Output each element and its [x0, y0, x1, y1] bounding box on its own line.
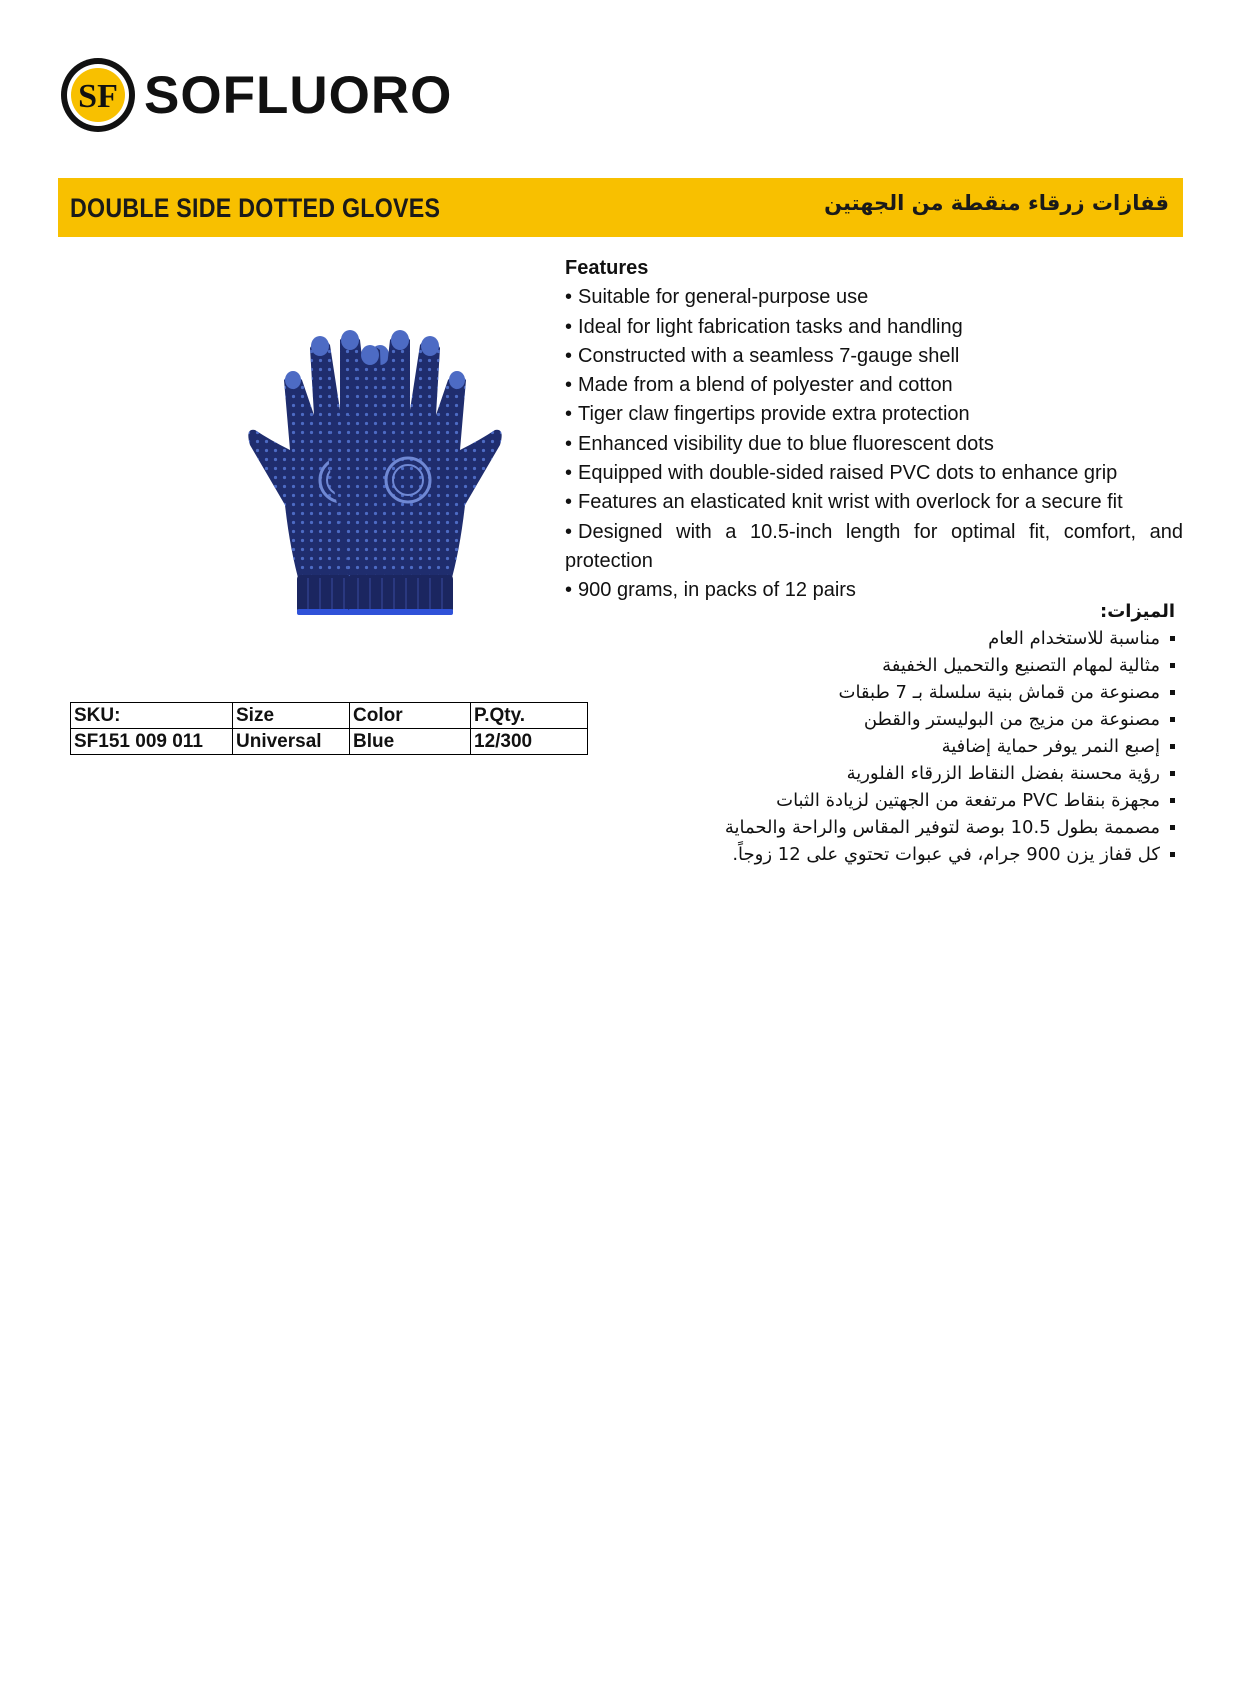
list-item: • 900 grams, in packs of 12 pairs: [565, 579, 856, 602]
list-item: مصنوعة من مزيج من البوليستر والقطن: [700, 706, 1175, 733]
sku-value: SF151 009 011: [71, 729, 233, 755]
sofluoro-logo-icon: [58, 55, 138, 135]
list-item: • Enhanced visibility due to blue fluorescent dots: [565, 432, 994, 455]
pqty-value: 12/300: [471, 729, 588, 755]
list-item: • Features an elasticated knit wrist with overlock for a secure fit: [565, 491, 1123, 514]
features-list-ar: [700, 625, 1175, 868]
features-title-en: Features: [565, 257, 649, 279]
logo-letters: SF: [78, 78, 118, 115]
square-bullet-icon: [1170, 825, 1175, 830]
features-en: [565, 254, 1183, 606]
square-bullet-icon: [1170, 798, 1175, 803]
size-value: Universal: [233, 729, 350, 755]
list-item: • Ideal for light fabrication tasks and handling: [565, 315, 963, 338]
sku-table: [70, 702, 588, 755]
color-header: Color: [350, 703, 471, 729]
list-item: مثالية لمهام التصنيع والتحميل الخفيفة: [700, 652, 1175, 679]
square-bullet-icon: [1170, 852, 1175, 857]
sku-header: SKU:: [71, 703, 233, 729]
list-item: رؤية محسنة بفضل النقاط الزرقاء الفلورية: [700, 760, 1175, 787]
size-header: Size: [233, 703, 350, 729]
square-bullet-icon: [1170, 663, 1175, 668]
list-item: • Designed with a 10.5-inch length for optimal fit, comfort, and protection: [565, 520, 1183, 572]
sku-table-row: [71, 729, 588, 755]
square-bullet-icon: [1170, 636, 1175, 641]
list-item: • Suitable for general-purpose use: [565, 286, 869, 309]
list-item: كل قفاز يزن 900 جرام، في عبوات تحتوي على 12 زوجاً.: [700, 841, 1175, 868]
list-item: • Tiger claw fingertips provide extra protection: [565, 403, 970, 426]
square-bullet-icon: [1170, 771, 1175, 776]
list-item: • Equipped with double-sided raised PVC dots to enhance grip: [565, 462, 1118, 485]
blue-dotted-gloves-image: [100, 320, 520, 660]
product-title-ar: قفازات زرقاء منقطة من الجهتين: [824, 191, 1169, 215]
title-banner: [58, 178, 1183, 237]
list-item: مصممة بطول 10.5 بوصة لتوفير المقاس والراحة والحماية: [700, 814, 1175, 841]
list-item: • Made from a blend of polyester and cotton: [565, 374, 953, 397]
features-list-en: [565, 283, 1183, 605]
brand-logo: [58, 55, 452, 135]
list-item: مصنوعة من قماش بنية سلسلة بـ 7 طبقات: [700, 679, 1175, 706]
square-bullet-icon: [1170, 690, 1175, 695]
product-image: [100, 320, 520, 660]
product-title-en: DOUBLE SIDE DOTTED GLOVES: [70, 193, 441, 223]
sku-table-header-row: [71, 703, 588, 729]
features-ar: [700, 598, 1175, 868]
features-title-ar: الميزات:: [1100, 601, 1175, 622]
pqty-header: P.Qty.: [471, 703, 588, 729]
list-item: مجهزة بنقاط PVC مرتفعة من الجهتين لزيادة الثبات: [700, 787, 1175, 814]
brand-name: SOFLUORO: [144, 65, 453, 125]
square-bullet-icon: [1170, 717, 1175, 722]
square-bullet-icon: [1170, 744, 1175, 749]
list-item: إصبع النمر يوفر حماية إضافية: [700, 733, 1175, 760]
list-item: • Constructed with a seamless 7-gauge shell: [565, 344, 960, 367]
list-item: مناسبة للاستخدام العام: [700, 625, 1175, 652]
color-value: Blue: [350, 729, 471, 755]
